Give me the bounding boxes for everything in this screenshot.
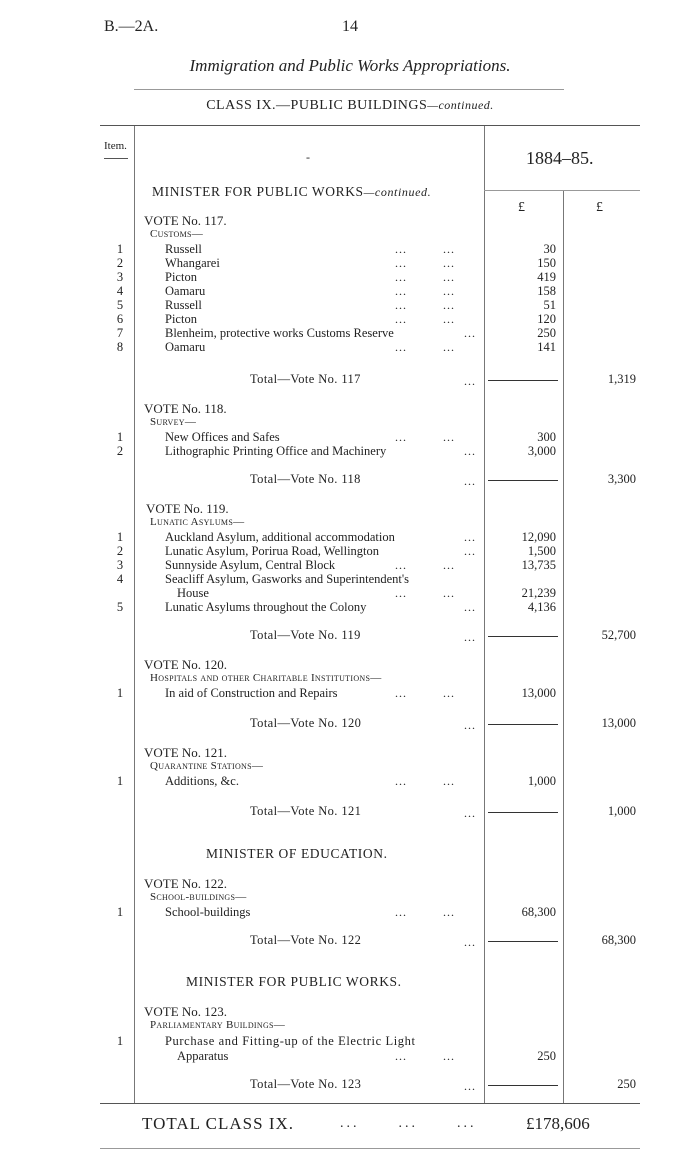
- item-number: 5: [116, 298, 124, 312]
- vote-total-amount: 68,300: [601, 933, 636, 947]
- vote-category: Parliamentary Buildings—: [150, 1019, 286, 1031]
- item-description: Sunnyside Asylum, Central Block: [165, 558, 336, 572]
- pound-unit-col1: £: [518, 200, 525, 215]
- subtotal-rule: [488, 1085, 558, 1086]
- leader-dots: ...: [464, 935, 476, 949]
- item-number: 4: [116, 572, 124, 586]
- item-amount: 51: [543, 298, 556, 312]
- leader-dots: ... ...: [395, 558, 455, 572]
- item-description: In aid of Construction and Repairs: [165, 686, 338, 700]
- item-number: 1: [116, 905, 124, 919]
- vote-total-label: Total—Vote No. 120: [250, 716, 362, 730]
- pound-unit-col2: £: [596, 200, 603, 215]
- subtotal-rule: [488, 724, 558, 725]
- item-description: School-buildings: [165, 905, 251, 919]
- item-description: Additions, &c.: [165, 774, 239, 788]
- item-column-header: Item.: [104, 140, 127, 152]
- leader-dots: ... ...: [395, 1049, 455, 1063]
- description-header: -: [306, 150, 310, 164]
- vote-total-label: Total—Vote No. 121: [250, 804, 362, 818]
- leader-dots: ... ...: [395, 256, 455, 270]
- document-subtitle: Immigration and Public Works Appropriations.: [189, 56, 511, 75]
- leader-dots: ... ...: [395, 905, 455, 919]
- vote-category: Quarantine Stations—: [150, 760, 264, 772]
- vote-total-amount: 250: [617, 1077, 636, 1091]
- vote-title: VOTE No. 119.: [146, 501, 229, 516]
- item-description: Russell: [165, 242, 202, 256]
- item-amount: 30: [543, 242, 556, 256]
- item-description: Lunatic Asylum, Porirua Road, Wellington: [165, 544, 380, 558]
- vote-total-amount: 3,300: [607, 472, 636, 486]
- leader-dots: ...: [464, 1079, 476, 1093]
- leader-dots: ...: [464, 630, 476, 644]
- minister-public-works-heading: MINISTER FOR PUBLIC WORKS.: [186, 974, 402, 989]
- vote-total-amount: 1,319: [607, 372, 636, 386]
- vote-category: Hospitals and other Charitable Institutions—: [150, 672, 382, 684]
- leader-dots: ...: [464, 444, 476, 458]
- item-number: 3: [116, 270, 124, 284]
- vote-total-label: Total—Vote No. 123: [250, 1077, 362, 1091]
- year-header: 1884–85.: [526, 148, 594, 168]
- leader-dots: ...: [464, 474, 476, 488]
- item-number: 7: [116, 326, 124, 340]
- item-number: 8: [116, 340, 124, 354]
- vote-total-label: Total—Vote No. 118: [250, 472, 361, 486]
- leader-dots: ...: [464, 544, 476, 558]
- item-amount: 150: [537, 256, 556, 270]
- item-number: 1: [116, 242, 124, 256]
- year-rule: [484, 190, 640, 191]
- leader-dots: ... ...: [395, 430, 455, 444]
- item-number: 5: [116, 600, 124, 614]
- item-number: 1: [116, 530, 124, 544]
- vote-category: School-buildings—: [150, 891, 247, 903]
- subtotal-rule: [488, 941, 558, 942]
- item-amount: 419: [537, 270, 556, 284]
- item-amount: 120: [537, 312, 556, 326]
- vote-title: VOTE No. 121.: [144, 745, 228, 760]
- leader-dots: ... ...: [395, 774, 455, 788]
- leader-dots: ... ...: [395, 686, 455, 700]
- item-amount: 1,500: [527, 544, 556, 558]
- item-description: Seacliff Asylum, Gasworks and Superintendent's: [165, 572, 410, 586]
- minister-heading-text: MINISTER FOR PUBLIC WORKS: [152, 184, 364, 199]
- leader-dots: ...: [464, 530, 476, 544]
- leader-dots: ... ...: [395, 298, 455, 312]
- leader-dots: ...: [464, 326, 476, 340]
- grand-total-label: TOTAL CLASS IX.: [142, 1114, 295, 1133]
- item-description: Russell: [165, 298, 202, 312]
- vote-total-amount: 1,000: [607, 804, 636, 818]
- item-amount: 141: [537, 340, 556, 354]
- minister-heading: [152, 184, 431, 200]
- item-description: Lunatic Asylums throughout the Colony: [165, 600, 367, 614]
- table-top-rule: [100, 125, 640, 126]
- item-amount: 1,000: [527, 774, 556, 788]
- vote-title: VOTE No. 118.: [144, 401, 227, 416]
- item-column-divider: [134, 126, 135, 1103]
- item-description: Oamaru: [165, 340, 206, 354]
- item-head-rule: [104, 158, 128, 159]
- vote-title: VOTE No. 120.: [144, 657, 228, 672]
- item-description: Picton: [165, 312, 197, 326]
- item-amount: 250: [537, 326, 556, 340]
- leader-dots: ...: [464, 600, 476, 614]
- vote-category: Customs—: [150, 228, 204, 240]
- vote-total-label: Total—Vote No. 122: [250, 933, 362, 947]
- item-description: Whangarei: [165, 256, 220, 270]
- item-number: 1: [116, 430, 124, 444]
- leader-dots: ... ...: [395, 586, 455, 600]
- subtitle-rule: [134, 89, 564, 90]
- document-code: B.—2A.: [104, 18, 159, 35]
- item-description: Oamaru: [165, 284, 206, 298]
- vote-title: VOTE No. 117.: [144, 213, 227, 228]
- vote-title: VOTE No. 123.: [144, 1004, 228, 1019]
- page-number: 14: [342, 18, 358, 35]
- class-title-text: CLASS IX.—PUBLIC BUILDINGS: [206, 98, 428, 113]
- item-amount: 158: [537, 284, 556, 298]
- minister-heading-suffix: —continued.: [363, 185, 432, 199]
- leader-dots: ... ... ...: [340, 1116, 477, 1131]
- item-amount: 13,735: [521, 558, 556, 572]
- item-description: Picton: [165, 270, 197, 284]
- class-title-suffix: —continued.: [427, 98, 494, 112]
- item-amount: 300: [537, 430, 556, 444]
- item-description-continued: House: [177, 586, 209, 600]
- vote-total-amount: 13,000: [601, 716, 636, 730]
- amount-column-divider-1: [484, 126, 485, 1103]
- leader-dots: ... ...: [395, 242, 455, 256]
- item-number: 1: [116, 686, 124, 700]
- item-description-continued: Apparatus: [177, 1049, 229, 1063]
- item-description: Purchase and Fitting-up of the Electric Light: [165, 1034, 416, 1048]
- item-description: Auckland Asylum, additional accommodation: [165, 530, 395, 544]
- item-number: 6: [116, 312, 124, 326]
- item-number: 4: [116, 284, 124, 298]
- item-description: Blenheim, protective works Customs Reserve: [165, 326, 394, 340]
- subtotal-rule: [488, 480, 558, 481]
- vote-category: Lunatic Asylums—: [150, 516, 245, 528]
- item-number: 2: [116, 256, 124, 270]
- leader-dots: ... ...: [395, 312, 455, 326]
- vote-total-label: Total—Vote No. 117: [250, 372, 361, 386]
- item-number: 2: [116, 444, 124, 458]
- subtotal-rule: [488, 636, 558, 637]
- item-amount: 3,000: [527, 444, 556, 458]
- table-bottom-rule: [100, 1103, 640, 1104]
- grand-total-rule: [100, 1148, 640, 1149]
- grand-total-amount: £178,606: [526, 1114, 590, 1133]
- vote-category: Survey—: [150, 416, 197, 428]
- item-number: 1: [116, 1034, 124, 1048]
- item-amount: 68,300: [521, 905, 556, 919]
- item-amount: 13,000: [521, 686, 556, 700]
- item-number: 1: [116, 774, 124, 788]
- item-description: New Offices and Safes: [165, 430, 280, 444]
- vote-title: VOTE No. 122.: [144, 876, 228, 891]
- leader-dots: ...: [464, 374, 476, 388]
- item-amount: 12,090: [521, 530, 556, 544]
- minister-education-heading: MINISTER OF EDUCATION.: [206, 846, 388, 861]
- item-amount: 21,239: [521, 586, 556, 600]
- leader-dots: ...: [464, 806, 476, 820]
- item-amount: 250: [537, 1049, 556, 1063]
- leader-dots: ... ...: [395, 284, 455, 298]
- item-amount: 4,136: [527, 600, 556, 614]
- leader-dots: ... ...: [395, 340, 455, 354]
- vote-total-label: Total—Vote No. 119: [250, 628, 361, 642]
- class-title: [0, 98, 700, 114]
- leader-dots: ...: [464, 718, 476, 732]
- subtotal-rule: [488, 812, 558, 813]
- vote-total-amount: 52,700: [601, 628, 636, 642]
- leader-dots: ... ...: [395, 270, 455, 284]
- amount-column-divider-2: [563, 190, 564, 1103]
- subtotal-rule: [488, 380, 558, 381]
- item-description: Lithographic Printing Office and Machinery: [165, 444, 387, 458]
- item-number: 3: [116, 558, 124, 572]
- item-number: 2: [116, 544, 124, 558]
